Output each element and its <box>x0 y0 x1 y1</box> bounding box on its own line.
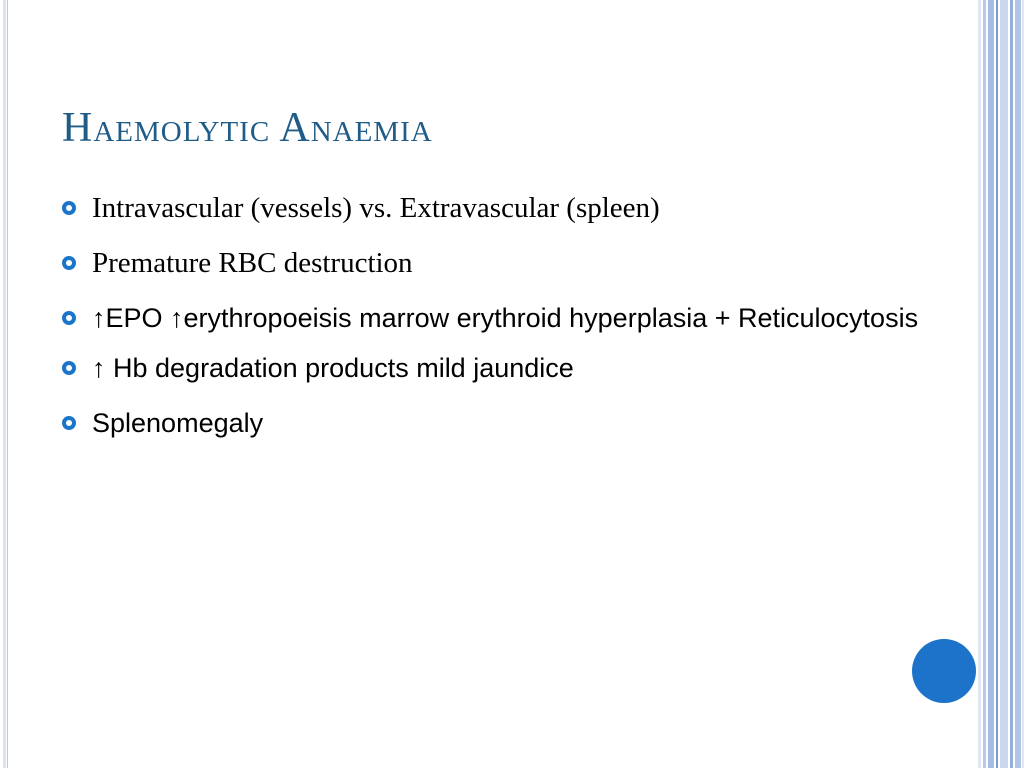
bullet-text: Intravascular (vessels) vs. Extravascular (spleen) <box>92 192 660 224</box>
ring-bullet-icon <box>62 416 76 430</box>
bullet-item <box>62 403 962 443</box>
ring-bullet-icon <box>62 201 76 215</box>
bullet-text: ↑ Hb degradation products mild jaundice <box>92 353 574 383</box>
slide-title: Haemolytic Anaemia <box>62 105 433 151</box>
bullet-list <box>62 188 962 458</box>
left-edge-decoration <box>0 0 8 768</box>
bullet-item <box>62 188 962 228</box>
decorative-circle <box>912 639 976 703</box>
ring-bullet-icon <box>62 311 76 325</box>
ring-bullet-icon <box>62 256 76 270</box>
ring-bullet-icon <box>62 361 76 375</box>
right-stripe-decoration <box>978 0 1024 768</box>
bullet-item <box>62 298 962 338</box>
bullet-text: Splenomegaly <box>92 408 264 438</box>
bullet-text: ↑EPO ↑erythropoeisis marrow erythroid hyperplasia + Reticulocytosis <box>92 303 919 333</box>
bullet-item <box>62 243 962 283</box>
bullet-item <box>62 348 962 388</box>
bullet-text: Premature RBC destruction <box>92 247 413 279</box>
